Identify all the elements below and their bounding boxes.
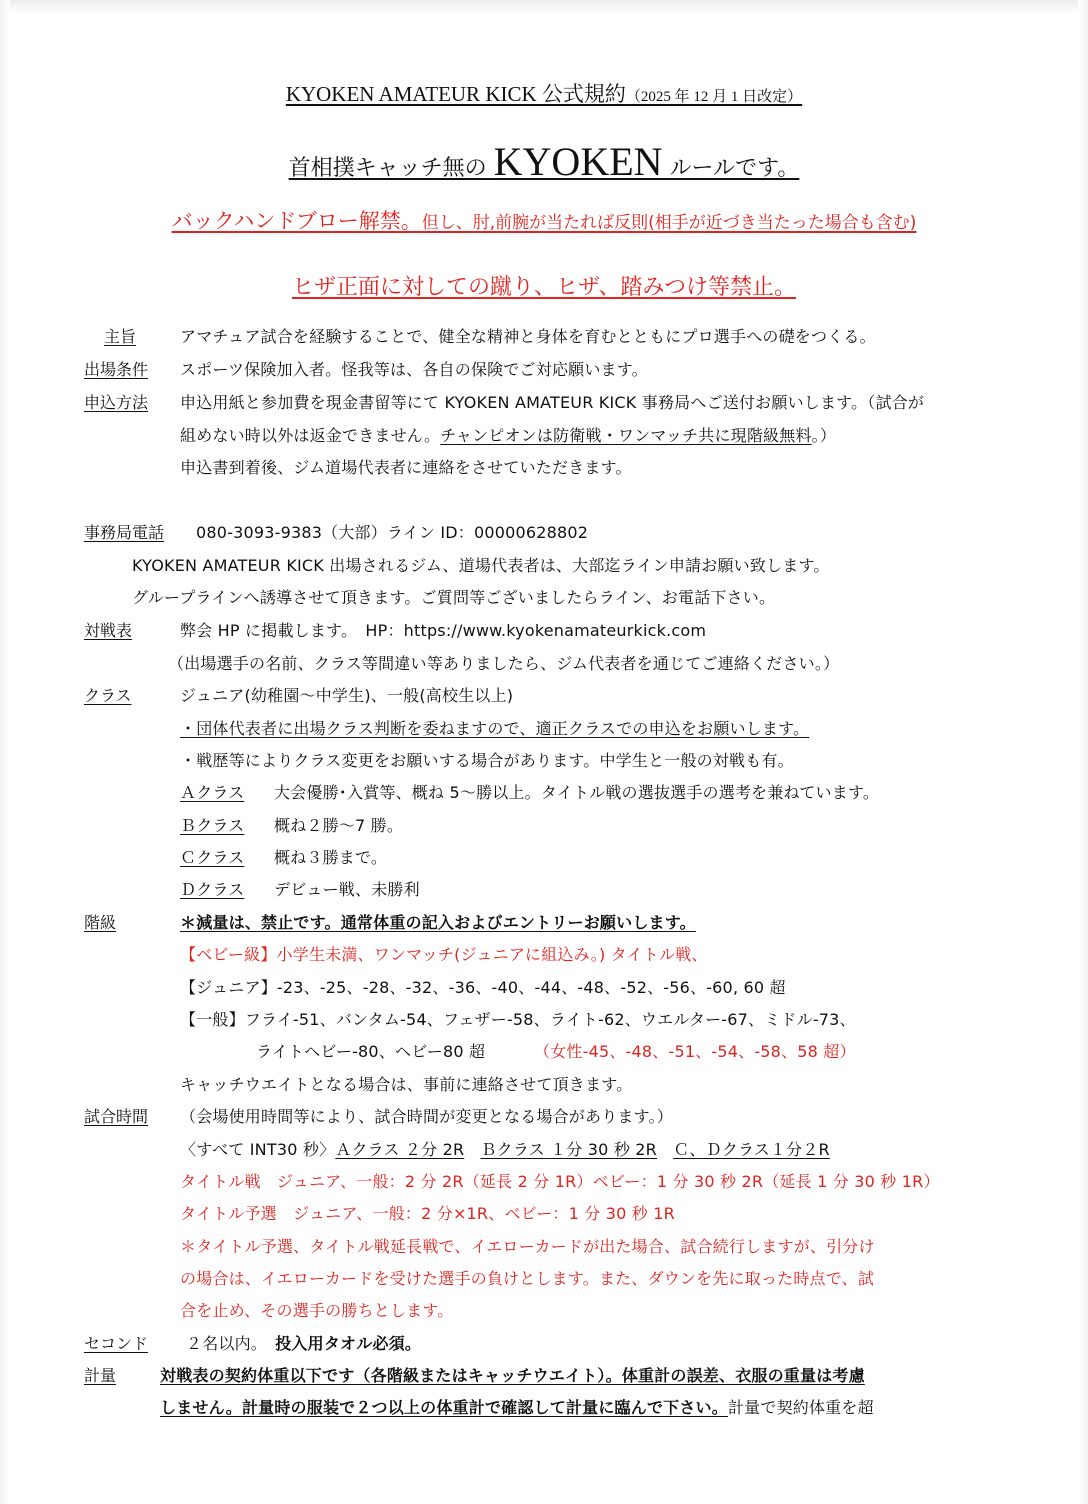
label-match-time: 試合時間 — [84, 1107, 149, 1126]
class-c-label: Ｃクラス — [180, 848, 245, 867]
rule-headline — [0, 138, 1088, 185]
label-second: セコンド — [84, 1334, 149, 1353]
office-line-2: KYOKEN AMATEUR KICK 出場されるジム、道場代表者は、大部迄ライン申請お願い致します。 — [132, 556, 830, 575]
weigh-in-text-3: 計量で契約体重を超 — [727, 1398, 874, 1417]
class-cd-time: Ｃ、Ｄクラス１分２R — [673, 1140, 830, 1159]
class-d-text: デビュー戦、未勝利 — [274, 880, 420, 899]
application-close-paren: 。） — [811, 426, 837, 445]
backhand-rule — [0, 205, 1088, 235]
headline-kyoken: KYOKEN — [493, 139, 663, 184]
label-weight-class: 階級 — [84, 913, 117, 932]
top-shadow — [0, 0, 1088, 14]
label-weigh-in: 計量 — [84, 1366, 117, 1385]
purpose-text: アマチュア試合を経験することで、健全な精神と身体を育むとともにプロ選手への礎をつくる。 — [180, 327, 876, 346]
yellow-card-rule-1: ＊タイトル予選、タイトル戦延長戦で、イエローカードが出た場合、試合続行しますが、引分け — [180, 1237, 875, 1256]
champion-free-note: チャンピオンは防衛戦・ワンマッチ共に現階級無料 — [440, 426, 812, 445]
backhand-allowed: バックハンドブロー解禁。 — [171, 209, 422, 233]
knee-rule — [0, 270, 1088, 301]
weight-cut-note — [180, 910, 696, 933]
general-weights-2: ライトヘビー-80、ヘビー80 超 — [256, 1042, 486, 1061]
weigh-in-text-2: しません。計量時の服装で２つ以上の体重計で確認して計量に臨んで下さい。 — [160, 1398, 728, 1417]
label-conditions: 出場条件 — [84, 360, 149, 379]
title-main: KYOKEN AMATEUR KICK 公式規約 — [285, 82, 626, 106]
class-a-label: Ａクラス — [180, 783, 245, 802]
label-bout-list: 対戦表 — [84, 621, 133, 640]
class-d-label: Ｄクラス — [180, 880, 245, 899]
catchweight-note: キャッチウエイトとなる場合は、事前に連絡させて頂きます。 — [180, 1075, 633, 1094]
class-text: ジュニア(幼稚園～中学生)、一般(高校生以上) — [180, 686, 514, 705]
headline-pre: 首相撲キャッチ無の — [288, 156, 487, 181]
refund-note: 組めない時以外は返金できません。 — [180, 426, 441, 445]
office-phone-text: 080-3093-9383（大部）ライン ID：00000628802 — [196, 523, 589, 542]
headline-post: ルールです。 — [669, 156, 800, 181]
weigh-in-line-2 — [160, 1395, 874, 1418]
class-note-1 — [180, 716, 809, 739]
yellow-card-rule-3: 合を止め、その選手の勝ちとします。 — [180, 1301, 454, 1320]
match-time-classes — [180, 1137, 830, 1160]
label-office-phone: 事務局電話 — [84, 523, 165, 542]
class-a-text: 大会優勝･入賞等、概ね 5～勝以上。タイトル戦の選抜選手の選考を兼ねています。 — [274, 783, 880, 802]
title-qualifier-time: タイトル予選 ジュニア、一般：2 分×1R、ベビー：1 分 30 秒 1R — [180, 1204, 675, 1223]
baby-class: 【ベビー級】小学生未満、ワンマッチ(ジュニアに組込み。) タイトル戦、 — [180, 945, 708, 964]
second-text — [186, 1331, 421, 1354]
label-purpose: 主旨 — [104, 327, 137, 346]
conditions-text: スポーツ保険加入者。怪我等は、各自の保険でご対応願います。 — [180, 360, 648, 379]
class-note-1-text: ・団体代表者に出場クラス判断を委ねますので、適正クラスでの申込をお願いします。 — [180, 719, 810, 738]
class-note-2: ・戦歴等によりクラス変更をお願いする場合があります。中学生と一般の対戦も有。 — [180, 751, 794, 770]
weight-cut-note-text: ＊減量は、禁止です。通常体重の記入およびエントリーお願いします。 — [180, 913, 696, 932]
weigh-in-line-1 — [160, 1363, 865, 1386]
label-class: クラス — [84, 686, 132, 705]
application-line-2 — [180, 423, 836, 446]
title-revision-date: （2025 年 12 月 1 日改定） — [625, 89, 803, 105]
knee-rule-text: ヒザ正面に対しての蹴り、ヒザ、踏みつけ等禁止。 — [291, 275, 797, 300]
class-a-time: Ａクラス ２分 2R — [335, 1140, 465, 1159]
bout-list-text: 弊会 HP に掲載します。 HP：https://www.kyokenamateurkick.com — [180, 621, 707, 640]
title-match-time: タイトル戦 ジュニア、一般：2 分 2R（延長 2 分 1R）ベビー：1 分 30 秒 2R（延長 1 分 30 秒 1R） — [180, 1172, 940, 1191]
weigh-in-text-1: 対戦表の契約体重以下です（各階級またはキャッチウエイト）。体重計の誤差、衣服の重量は考慮 — [160, 1366, 865, 1385]
backhand-condition: 但し、肘,前腕が当たれば反則(相手が近づき当たった場合も含む) — [421, 213, 917, 233]
match-time-note: （会場使用時間等により、試合時間が変更となる場合があります。） — [180, 1107, 673, 1126]
document-title — [0, 78, 1088, 108]
application-line-3: 申込書到着後、ジム道場代表者に連絡をさせていただきます。 — [180, 458, 632, 477]
general-weights: 【一般】フライ-51、バンタム-54、フェザー-58、ライト-62、ウエルター-67、ミドル-73、 — [180, 1010, 856, 1029]
junior-weights: 【ジュニア】-23、-25、-28、-32、-36、-40、-44、-48、-52、-56、-60, 60 超 — [180, 978, 786, 997]
towel-required: 投入用タオル必須。 — [275, 1334, 422, 1353]
class-b-time: Ｂクラス １分 30 秒 2R — [480, 1140, 658, 1159]
application-line-1: 申込用紙と参加費を現金書留等にて KYOKEN AMATEUR KICK 事務局へご送付お願いします。（試合が — [180, 393, 925, 412]
interval-note: 〈すべて INT30 秒〉 — [180, 1140, 336, 1159]
yellow-card-rule-2: の場合は、イエローカードを受けた選手の負けとします。また、ダウンを先に取った時点で、試 — [180, 1269, 875, 1288]
women-weights: （女性-45、-48、-51、-54、-58、58 超） — [534, 1042, 856, 1061]
second-limit: ２名以内。 — [186, 1334, 260, 1353]
bout-list-note: （出場選手の名前、クラス等間違い等ありましたら、ジム代表者を通じてご連絡ください。） — [168, 654, 840, 673]
class-c-text: 概ね３勝まで。 — [274, 848, 388, 867]
class-b-text: 概ね２勝～7 勝。 — [274, 816, 404, 835]
class-b-label: Ｂクラス — [180, 816, 245, 835]
office-line-3: グループラインへ誘導させて頂きます。ご質問等ございましたらライン、お電話下さい。 — [132, 588, 776, 607]
label-application: 申込方法 — [84, 393, 149, 412]
